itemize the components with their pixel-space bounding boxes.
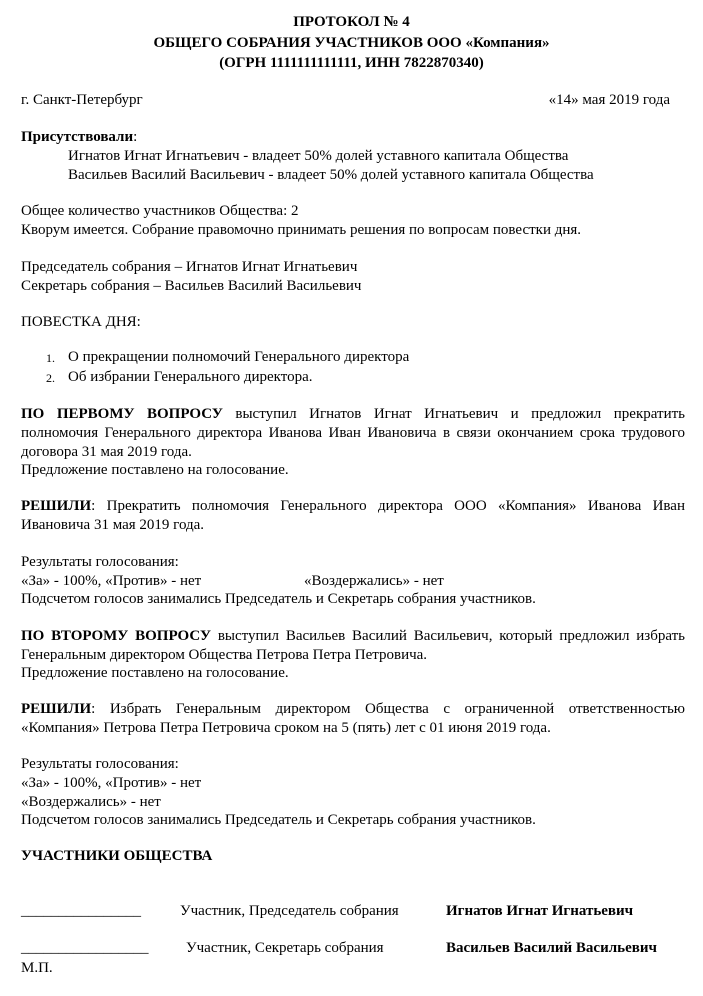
signature-line: _________________ — [21, 940, 149, 956]
members-title: УЧАСТНИКИ ОБЩЕСТВА — [21, 848, 213, 864]
question-1-results-title: Результаты голосования: — [21, 554, 179, 570]
signature-role: Участник, Председатель собрания — [180, 903, 399, 919]
question-1-paragraph — [21, 405, 685, 462]
present-item: Васильев Василий Васильевич - владеет 50% долей уставного капитала Общества — [68, 167, 594, 183]
question-2-abstain: «Воздержались» - нет — [21, 794, 161, 810]
secretary-line: Секретарь собрания – Васильев Василий Васильевич — [21, 278, 362, 294]
present-label: Присутствовали — [21, 129, 134, 145]
question-2-counting: Подсчетом голосов занимались Председатель и Секретарь собрания участников. — [21, 812, 536, 828]
question-2-decided-label: РЕШИЛИ — [21, 701, 92, 717]
agenda-item-text: О прекращении полномочий Генерального директора — [68, 349, 410, 365]
quorum-statement: Кворум имеется. Собрание правомочно принимать решения по вопросам повестки дня. — [21, 222, 582, 238]
agenda-item-text: Об избрании Генерального директора. — [68, 369, 313, 385]
present-item: Игнатов Игнат Игнатьевич - владеет 50% долей уставного капитала Общества — [68, 148, 569, 164]
chairman-line: Председатель собрания – Игнатов Игнат Игнатьевич — [21, 259, 358, 275]
stamp-place: М.П. — [21, 960, 53, 976]
question-1-text: выступил Игнатов Игнат Игнатьевич и предложил прекратить полномочия Генерального директора Иванова Иван Ивановича в связи окончанием срока трудового договора 31 мая 2019 года. — [21, 406, 685, 460]
question-1-counting: Подсчетом голосов занимались Председатель и Секретарь собрания участников. — [21, 591, 536, 607]
question-1-vote-put: Предложение поставлено на голосование. — [21, 462, 289, 478]
meeting-date: «14» мая 2019 года — [548, 92, 670, 108]
question-1-lead: ПО ПЕРВОМУ ВОПРОСУ — [21, 406, 223, 422]
signature-name: Игнатов Игнат Игнатьевич — [446, 903, 634, 919]
question-2-decided-text: : Избрать Генеральным директором Общества с ограниченной ответственностью «Компания» Петрова Петра Петровича сроком на 5 (пять) лет с 01 июня 2019 года. — [21, 701, 685, 736]
participants-count: Общее количество участников Общества: 2 — [21, 203, 299, 219]
question-1-decided-label: РЕШИЛИ — [21, 498, 92, 514]
document-registration-numbers: (ОГРН 1111111111111, ИНН 7822870340) — [219, 55, 484, 71]
question-2-decision — [21, 700, 685, 738]
present-colon: : — [133, 129, 138, 145]
question-2-text: выступил Васильев Василий Васильевич, который предложил избрать Генеральным директором Общества Петрова Петра Петровича. — [21, 628, 685, 663]
question-2-for-against: «За» - 100%, «Против» - нет — [21, 775, 202, 791]
question-1-for-against: «За» - 100%, «Против» - нет — [21, 573, 202, 589]
signature-role: Участник, Секретарь собрания — [186, 940, 384, 956]
document-title: ПРОТОКОЛ № 4 — [293, 14, 410, 30]
document-subtitle: ОБЩЕГО СОБРАНИЯ УЧАСТНИКОВ ООО «Компания» — [153, 35, 550, 51]
agenda-title: ПОВЕСТКА ДНЯ: — [21, 314, 141, 330]
question-2-results-title: Результаты голосования: — [21, 756, 179, 772]
present-heading — [21, 129, 137, 146]
signature-name: Васильев Василий Васильевич — [446, 940, 657, 956]
agenda-item-number: 1. — [46, 351, 55, 365]
question-1-abstain: «Воздержались» - нет — [304, 573, 444, 589]
question-2-lead: ПО ВТОРОМУ ВОПРОСУ — [21, 628, 212, 644]
question-1-decided-text: : Прекратить полномочия Генерального директора ООО «Компания» Иванова Иван Ивановича 31 мая 2019 года. — [21, 498, 685, 533]
question-2-paragraph — [21, 627, 685, 665]
question-1-decision — [21, 497, 685, 535]
agenda-item-number: 2. — [46, 371, 55, 385]
meeting-place: г. Санкт-Петербург — [21, 92, 143, 108]
question-2-vote-put: Предложение поставлено на голосование. — [21, 665, 289, 681]
signature-line: ________________ — [21, 903, 141, 919]
